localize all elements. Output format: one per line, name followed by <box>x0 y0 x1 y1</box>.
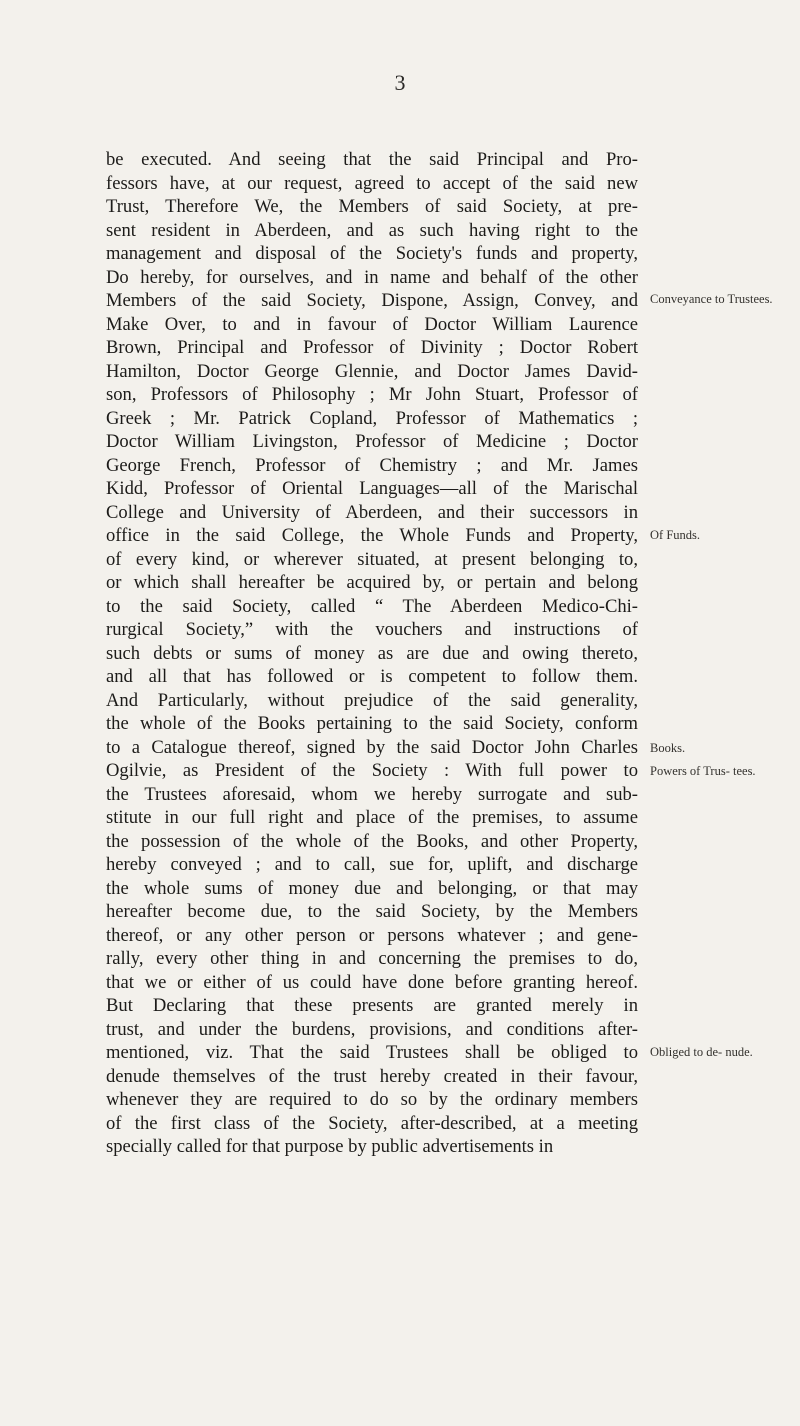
text-line: that we or either of us could have done before granting hereof. <box>106 971 638 993</box>
text-line: Do hereby, for ourselves, and in name and behalf of the other <box>106 266 638 288</box>
text-line: Kidd, Professor of Oriental Languages—all of the Marischal <box>106 478 638 499</box>
text-line: Make Over, to and in favour of Doctor William Laurence <box>106 313 638 335</box>
text-line: the possession of the whole of the Books, and other Property, <box>106 830 638 852</box>
text-line: Trust, Therefore We, the Members of said Society, at pre- <box>106 196 638 217</box>
text-line: be executed. And seeing that the said Principal and Pro- <box>106 149 638 170</box>
text-line: mentioned, viz. That the said Trustees shall be obliged to <box>106 1042 638 1063</box>
text-line: denude themselves of the trust hereby created in their favour, <box>106 1065 638 1087</box>
text-line: Doctor William Livingston, Professor of Medicine ; Doctor <box>106 431 638 452</box>
text-line: sent resident in Aberdeen, and as such having right to the <box>106 219 638 241</box>
text-line: hereafter become due, to the said Society, by the Members <box>106 901 638 922</box>
side-note-powers: Powers of Trus- tees. <box>650 764 756 778</box>
text-line: hereby conveyed ; and to call, sue for, uplift, and discharge <box>106 854 638 875</box>
side-note-books: Books. <box>650 741 686 755</box>
text-line: the whole sums of money due and belonging, or that may <box>106 877 638 899</box>
text-line: son, Professors of Philosophy ; Mr John Stuart, Professor of <box>106 384 638 405</box>
text-line: Brown, Principal and Professor of Divinity ; Doctor Robert <box>106 337 638 358</box>
text-line: the whole of the Books pertaining to the said Society, conform <box>106 713 638 734</box>
text-line: George French, Professor of Chemistry ; and Mr. James <box>106 454 638 476</box>
text-line: trust, and under the burdens, provisions, and conditions after- <box>106 1018 638 1040</box>
text-line: Greek ; Mr. Patrick Copland, Professor of Mathematics ; <box>106 407 638 429</box>
text-line: and all that has followed or is competent to follow them. <box>106 666 638 687</box>
text-line: such debts or sums of money as are due and owing thereto, <box>106 642 638 664</box>
text-line: of the first class of the Society, after-described, at a meeting <box>106 1112 638 1134</box>
text-line: rally, every other thing in and concerning the premises to do, <box>106 948 638 969</box>
text-line: specially called for that purpose by public advertisements in <box>106 1136 554 1157</box>
text-line: whenever they are required to do so by the ordinary members <box>106 1089 638 1110</box>
text-line: of every kind, or wherever situated, at present belonging to, <box>106 548 638 570</box>
side-note-funds: Of Funds. <box>650 528 701 542</box>
text-line: fessors have, at our request, agreed to accept of the said new <box>106 172 638 194</box>
body-text <box>106 148 638 1159</box>
text-line: Hamilton, Doctor George Glennie, and Doctor James David- <box>106 360 638 382</box>
text-line: or which shall hereafter be acquired by, or pertain and belong <box>106 572 638 593</box>
page-number: 3 <box>394 70 406 95</box>
side-note-obliged: Obliged to de- nude. <box>650 1045 753 1059</box>
text-line: management and disposal of the Society's funds and property, <box>106 243 638 264</box>
text-line: And Particularly, without prejudice of the said generality, <box>106 689 638 711</box>
text-line: to a Catalogue thereof, signed by the said Doctor John Charles <box>106 736 638 758</box>
text-line: thereof, or any other person or persons whatever ; and gene- <box>106 924 638 946</box>
text-line: office in the said College, the Whole Funds and Property, <box>106 525 638 546</box>
text-line: Ogilvie, as President of the Society : With full power to <box>106 760 638 781</box>
text-line: But Declaring that these presents are granted merely in <box>106 995 638 1016</box>
text-line: the Trustees aforesaid, whom we hereby surrogate and sub- <box>106 783 638 805</box>
text-line: rurgical Society,” with the vouchers and instructions of <box>106 619 638 640</box>
text-line: College and University of Aberdeen, and their successors in <box>106 501 638 523</box>
side-note-conveyance: Conveyance to Trustees. <box>650 292 773 306</box>
text-line: to the said Society, called “ The Aberdeen Medico-Chi- <box>106 595 638 617</box>
text-line: Members of the said Society, Dispone, Assign, Convey, and <box>106 290 638 311</box>
text-line: stitute in our full right and place of the premises, to assume <box>106 807 638 828</box>
